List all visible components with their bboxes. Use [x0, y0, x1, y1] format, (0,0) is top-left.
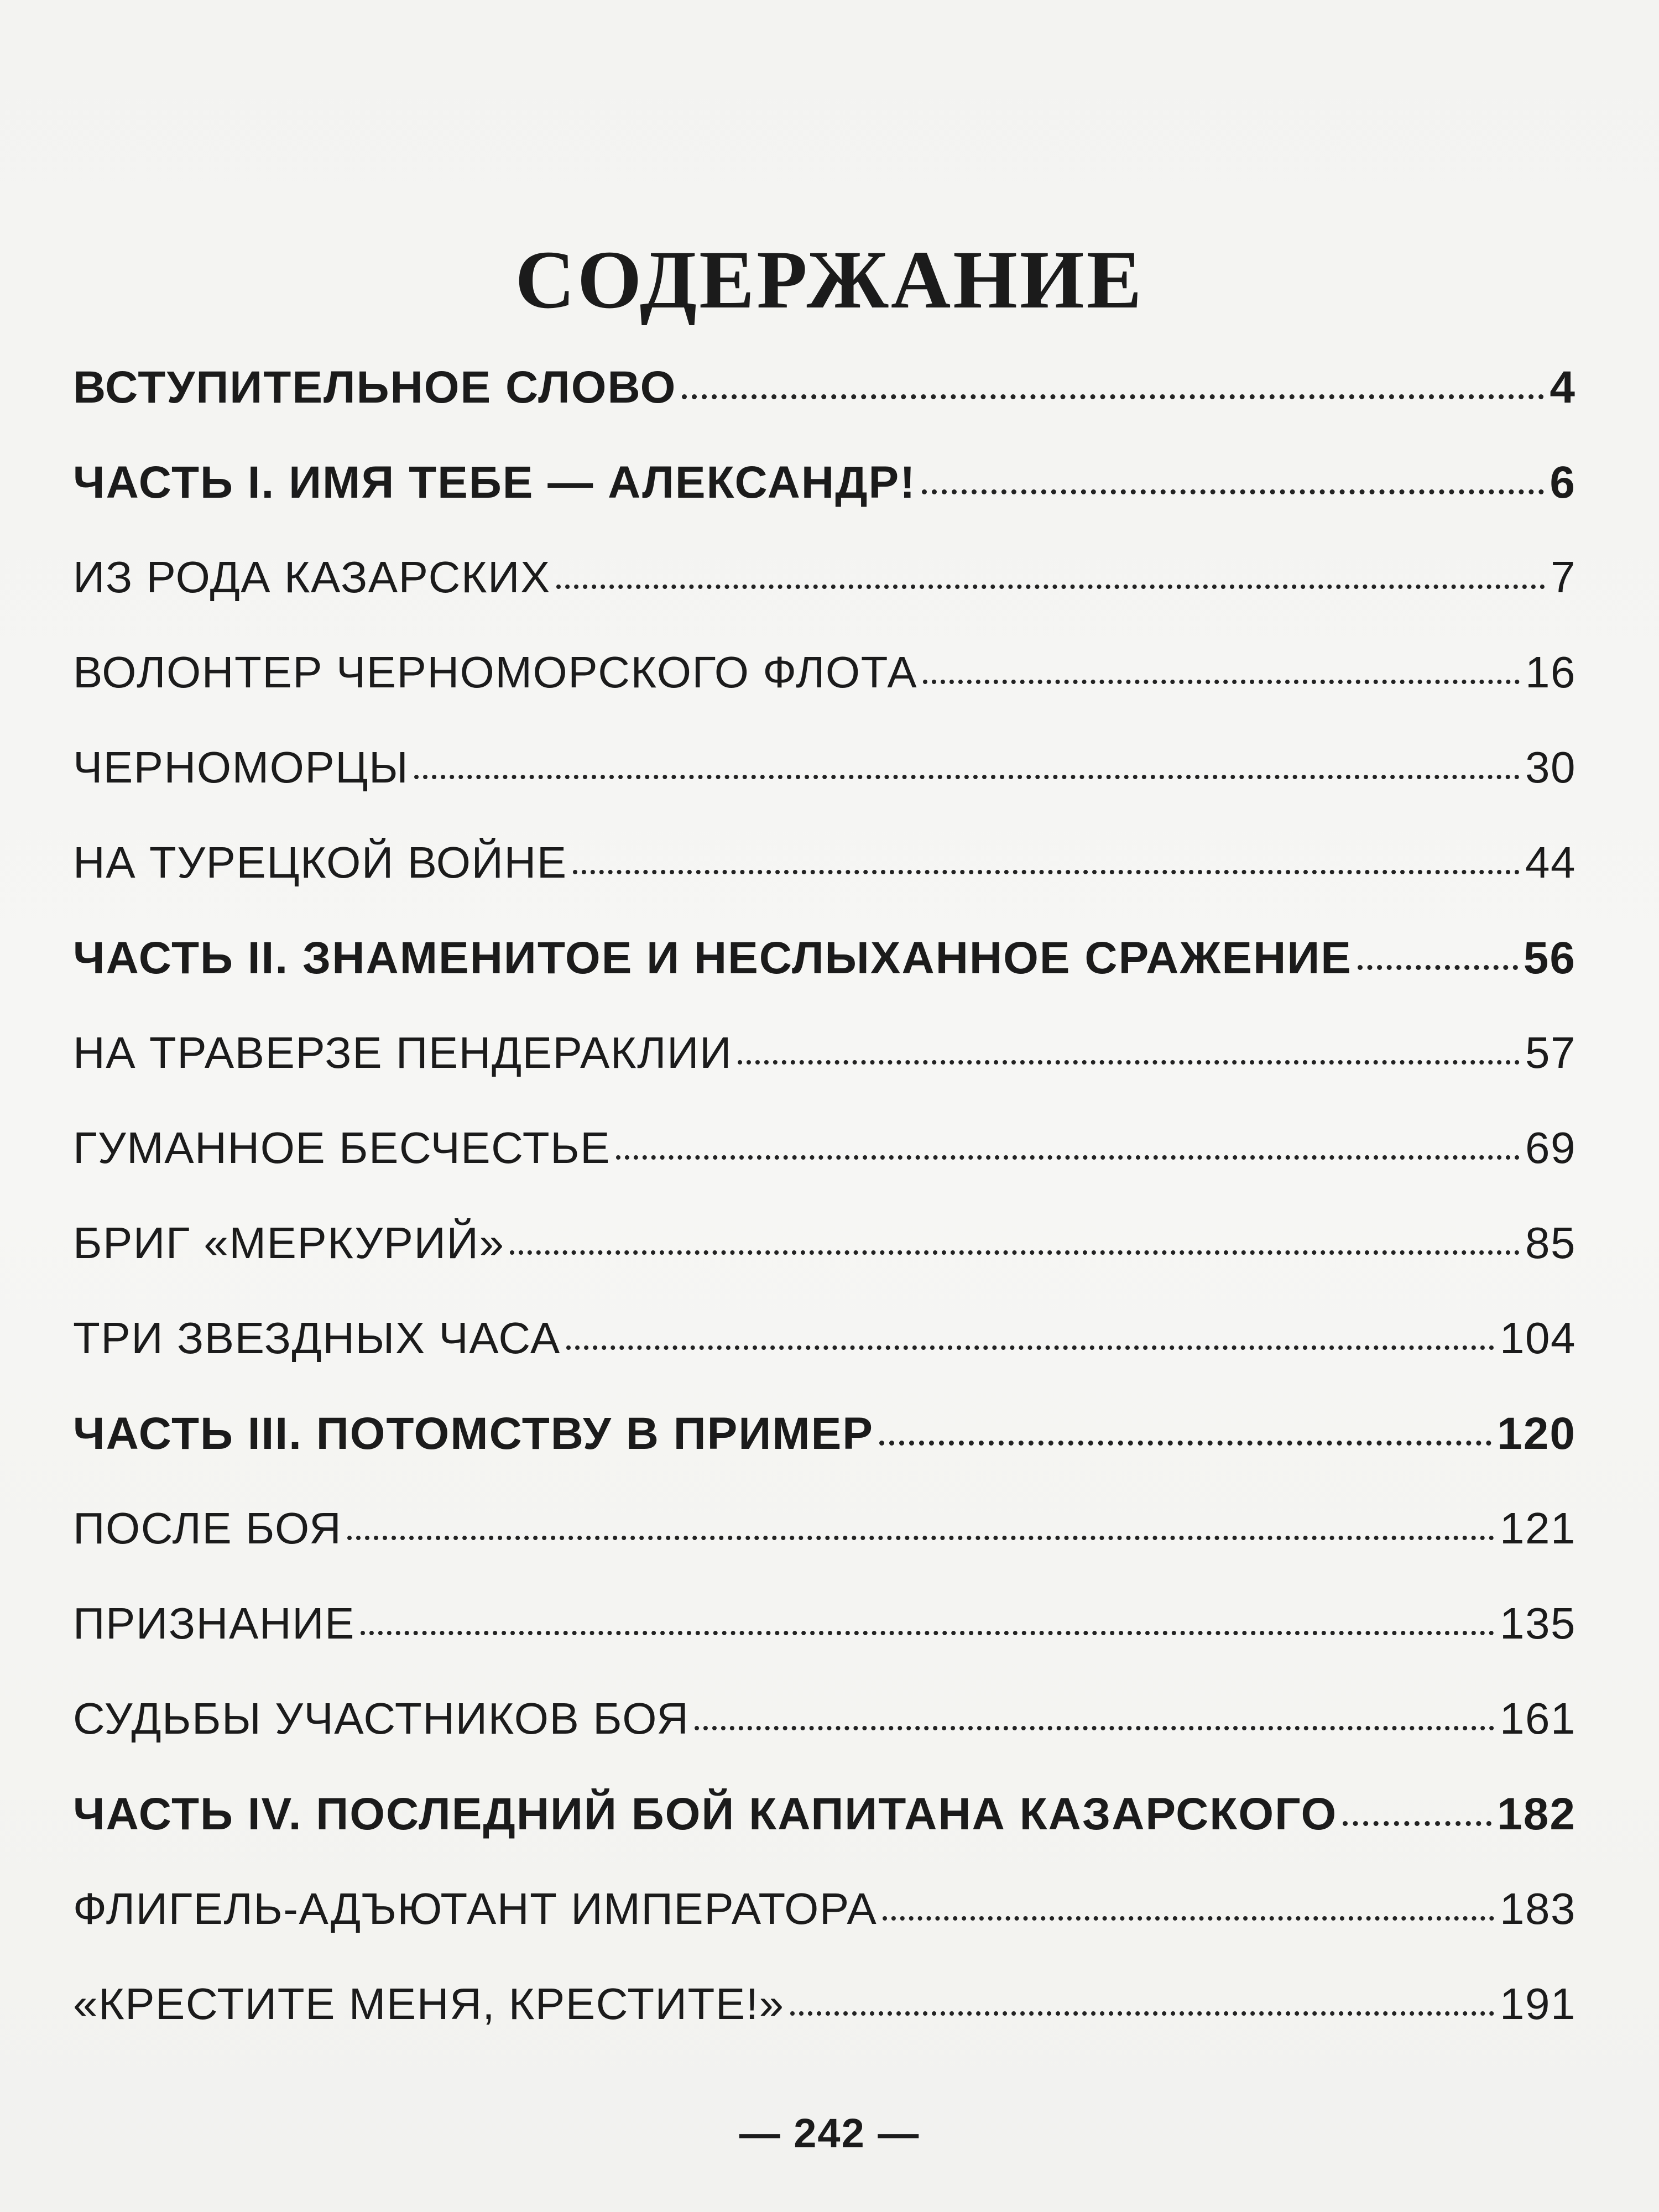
- toc-entry: [73, 1789, 1576, 1887]
- dot-leader: [573, 870, 1520, 874]
- toc-entry-title: НА ТРАВЕРЗЕ ПЕНДЕРАКЛИИ: [73, 1028, 732, 1077]
- page-number: — 242 —: [739, 2110, 920, 2156]
- toc-entry-page: 30: [1525, 743, 1576, 792]
- toc-entry-title: ВСТУПИТЕЛЬНОЕ СЛОВО: [73, 362, 677, 413]
- page-title: СОДЕРЖАНИЕ: [515, 233, 1144, 326]
- dot-leader: [738, 1060, 1520, 1065]
- toc-entry: [73, 1028, 1576, 1126]
- toc-entry: [73, 362, 1576, 460]
- toc-entry-page: 4: [1550, 362, 1576, 413]
- table-of-contents: [73, 362, 1576, 2077]
- dot-leader: [616, 1155, 1520, 1160]
- toc-entry: [73, 1884, 1576, 1982]
- dot-leader: [883, 1916, 1494, 1921]
- toc-entry-title: ЧАСТЬ II. ЗНАМЕНИТОЕ И НЕСЛЫХАННОЕ СРАЖЕНИЕ: [73, 933, 1352, 983]
- toc-entry-title: ТРИ ЗВЕЗДНЫХ ЧАСА: [73, 1313, 561, 1363]
- toc-entry: [73, 933, 1576, 1031]
- toc-entry: [73, 1408, 1576, 1506]
- dot-leader: [1343, 1821, 1491, 1826]
- dot-leader: [510, 1250, 1520, 1255]
- toc-entry-title: ЧАСТЬ IV. ПОСЛЕДНИЙ БОЙ КАПИТАНА КАЗАРСКОГО: [73, 1789, 1338, 1839]
- toc-entry: [73, 1601, 1576, 1697]
- toc-entry-page: 120: [1497, 1408, 1576, 1459]
- dot-leader: [556, 585, 1545, 589]
- toc-entry-page: 183: [1500, 1884, 1576, 1933]
- toc-entry-page: 191: [1500, 1979, 1576, 2028]
- toc-entry-title: БРИГ «МЕРКУРИЙ»: [73, 1218, 505, 1267]
- dot-leader: [923, 680, 1520, 684]
- toc-entry-title: ЧЕРНОМОРЦЫ: [73, 743, 409, 792]
- toc-entry-title: НА ТУРЕЦКОЙ ВОЙНЕ: [73, 838, 567, 887]
- dot-leader: [695, 1726, 1494, 1730]
- toc-entry-page: 182: [1497, 1789, 1576, 1839]
- toc-entry-page: 7: [1551, 552, 1576, 602]
- dot-leader: [361, 1631, 1494, 1635]
- dot-leader: [1358, 965, 1518, 970]
- toc-entry-page: 121: [1500, 1504, 1576, 1553]
- toc-entry: [73, 1979, 1576, 2077]
- toc-entry: [73, 650, 1576, 745]
- toc-entry-page: 69: [1525, 1123, 1576, 1172]
- dot-leader: [347, 1536, 1494, 1540]
- dot-leader: [682, 394, 1544, 399]
- toc-entry-page: 56: [1523, 933, 1576, 983]
- toc-entry-title: ЧАСТЬ I. ИМЯ ТЕБЕ — АЛЕКСАНДР!: [73, 457, 916, 508]
- dot-leader: [879, 1441, 1491, 1446]
- toc-entry-page: 85: [1525, 1218, 1576, 1267]
- dot-leader: [790, 2011, 1495, 2016]
- toc-entry: [73, 1694, 1576, 1792]
- toc-entry-title: ПРИЗНАНИЕ: [73, 1599, 355, 1648]
- toc-entry: [73, 1313, 1576, 1411]
- toc-entry-title: ИЗ РОДА КАЗАРСКИХ: [73, 552, 551, 602]
- toc-entry-page: 161: [1500, 1694, 1576, 1743]
- toc-entry-title: ВОЛОНТЕР ЧЕРНОМОРСКОГО ФЛОТА: [73, 648, 918, 697]
- toc-entry: [73, 745, 1576, 841]
- toc-entry-page: 135: [1500, 1599, 1576, 1648]
- toc-entry-title: ПОСЛЕ БОЯ: [73, 1504, 342, 1553]
- dot-leader: [414, 775, 1520, 779]
- toc-entry-title: СУДЬБЫ УЧАСТНИКОВ БОЯ: [73, 1694, 690, 1743]
- toc-entry: [73, 838, 1576, 936]
- toc-entry-page: 104: [1500, 1313, 1576, 1363]
- toc-entry: [73, 457, 1576, 555]
- toc-entry-title: ГУМАННОЕ БЕСЧЕСТЬЕ: [73, 1123, 611, 1172]
- toc-entry: [73, 1123, 1576, 1221]
- toc-entry: [73, 1506, 1576, 1601]
- toc-entry-page: 57: [1525, 1028, 1576, 1077]
- toc-entry-page: 44: [1525, 838, 1576, 887]
- dot-leader: [922, 489, 1545, 494]
- toc-entry-title: ФЛИГЕЛЬ-АДЪЮТАНТ ИМПЕРАТОРА: [73, 1884, 878, 1933]
- toc-entry-title: «КРЕСТИТЕ МЕНЯ, КРЕСТИТЕ!»: [73, 1979, 785, 2028]
- toc-entry-page: 16: [1525, 648, 1576, 697]
- toc-entry-page: 6: [1550, 457, 1576, 508]
- dot-leader: [566, 1345, 1494, 1350]
- toc-entry: [73, 552, 1576, 650]
- toc-entry: [73, 1218, 1576, 1316]
- toc-entry-title: ЧАСТЬ III. ПОТОМСТВУ В ПРИМЕР: [73, 1408, 874, 1459]
